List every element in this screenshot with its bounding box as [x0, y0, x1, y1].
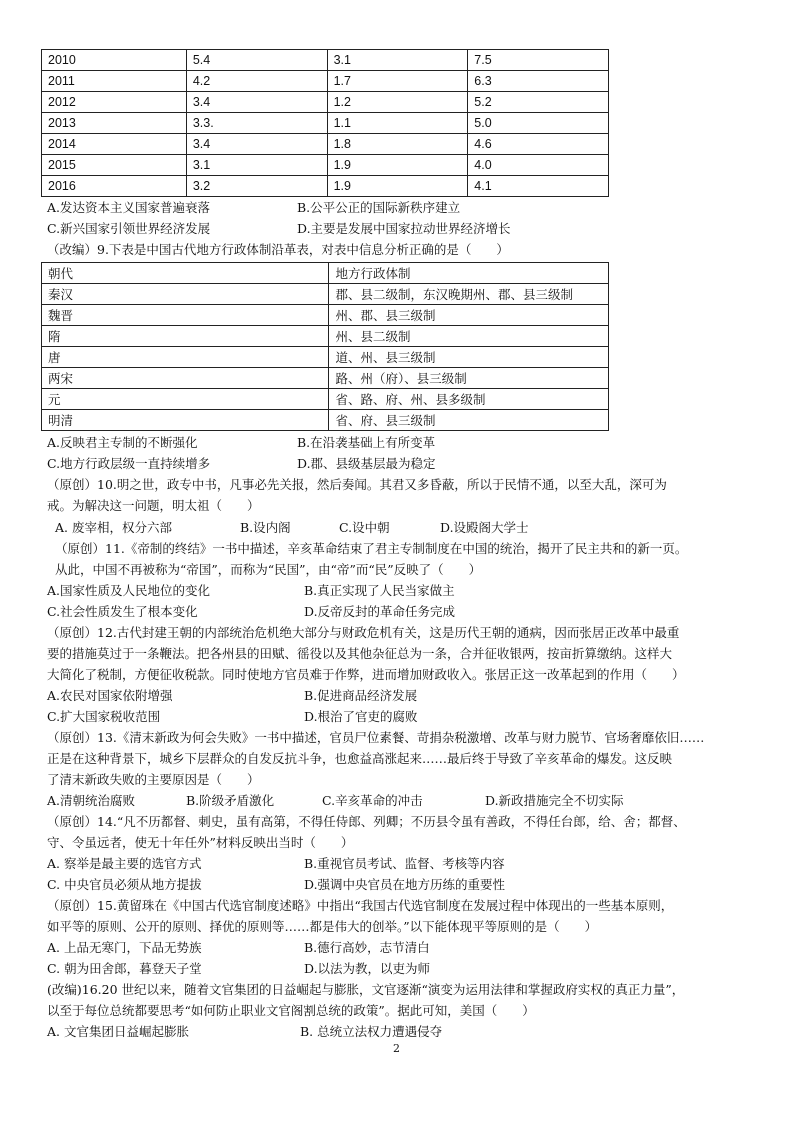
table-cell: 2016: [42, 176, 187, 197]
table-row: [42, 176, 609, 197]
q12-option-c: C.扩大国家税收范围: [47, 709, 161, 724]
q8-option-b: B.公平公正的国际新秩序建立: [297, 200, 461, 215]
q10-option-c: C.设中朝: [339, 520, 390, 535]
table-cell: 3.4: [186, 92, 327, 113]
table-cell: 省、府、县三级制: [329, 410, 609, 431]
table-cell: 2011: [42, 71, 187, 92]
q11-stem-2: 从此，中国不再被称为“帝国”，而称为“民国”，由“帝”而“民”反映了（ ）: [55, 562, 482, 577]
q11-option-a: A.国家性质及人民地位的变化: [47, 583, 211, 598]
table-cell: 郡、县二级制，东汉晚期州、郡、县三级制: [329, 284, 609, 305]
table-cell: 1.9: [327, 176, 468, 197]
q12-option-b: B.促进商品经济发展: [304, 688, 418, 703]
table-cell: 4.6: [468, 134, 609, 155]
table-row: [42, 389, 609, 410]
table-cell: 朝代: [42, 263, 329, 284]
q11-option-b: B.真正实现了人民当家做主: [304, 583, 455, 598]
q14-stem-2: 守、令虽远者，使无十年任外”材料反映出当时（ ）: [47, 835, 354, 850]
q9-option-c: C.地方行政层级一直持续增多: [47, 456, 211, 471]
q11-option-d: D.反帝反封的革命任务完成: [304, 604, 456, 619]
q11-option-c: C.社会性质发生了根本变化: [47, 604, 198, 619]
table-cell: 5.0: [468, 113, 609, 134]
table-cell: 州、县二级制: [329, 326, 609, 347]
q10-option-d: D.设殿阁大学士: [440, 520, 529, 535]
q15-stem-2: 如平等的原则、公开的原则、择优的原则等……都是伟大的创举。”以下能体现平等原则的是（ ）: [47, 919, 598, 934]
q14-option-a: A. 察举是最主要的选官方式: [47, 856, 202, 871]
q13-stem-2: 正是在这种背景下，城乡下层群众的自发反抗斗争，也愈益高涨起来……最后终于导致了辛亥革命的爆发。这反映: [47, 751, 673, 766]
q16-stem-2: 以至于每位总统都要思考“如何防止职业文官阁割总统的政策”。据此可知，美国（ ）: [47, 1003, 535, 1018]
q13-option-b: B.阶级矛盾激化: [186, 793, 275, 808]
q10-stem-1: （原创）10.明之世，政专中书，凡事必先关报，然后奏闻。其君又多昏蔽，所以于民情不通，以至大乱，深可为: [47, 477, 667, 492]
table-cell: 2014: [42, 134, 187, 155]
q11-stem-1: （原创）11.《帝制的终结》一书中描述，辛亥革命结束了君主专制制度在中国的统治，揭开了民主共和的新一页。: [55, 541, 688, 556]
table-cell: 路、州（府）、县三级制: [329, 368, 609, 389]
q12-stem-3: 大简化了税制，方便征收税款。同时使地方官员难于作弊，进而增加财政收入。张居正这一改革起到的作用（ ）: [47, 667, 685, 682]
table-row: [42, 50, 609, 71]
q8-option-d: D.主要是发展中国家拉动世界经济增长: [297, 221, 511, 236]
q13-option-d: D.新政措施完全不切实际: [485, 793, 624, 808]
table-cell: 唐: [42, 347, 329, 368]
q12-stem-2: 要的措施莫过于一条鞭法。把各州县的田赋、徭役以及其他杂征总为一条，合并征收银两，按亩折算缴纳。这样大: [47, 646, 673, 661]
q10-option-b: B.设内阁: [240, 520, 291, 535]
table-row: [42, 326, 609, 347]
table-cell: 1.2: [327, 92, 468, 113]
table-row: [42, 368, 609, 389]
table-cell: 6.3: [468, 71, 609, 92]
table-row: [42, 410, 609, 431]
table-row: [42, 284, 609, 305]
q13-stem-3: 了清末新政失败的主要原因是（ ）: [47, 772, 260, 787]
q15-option-d: D.以法为教，以吏为师: [304, 961, 431, 976]
table-cell: 魏晋: [42, 305, 329, 326]
admin-system-table: [41, 262, 609, 431]
table-cell: 元: [42, 389, 329, 410]
table-cell: 隋: [42, 326, 329, 347]
table-cell: 3.1: [327, 50, 468, 71]
q16-stem-1: (改编)16.20 世纪以来，随着文官集团的日益崛起与膨胀，文官逐渐“演变为运用法律和掌握政府实权的真正力量”，: [47, 982, 685, 997]
q12-option-a: A.农民对国家依附增强: [47, 688, 173, 703]
q9-option-d: D.郡、县级基层最为稳定: [297, 456, 436, 471]
q15-option-a: A. 上品无寒门，下品无势族: [47, 940, 202, 955]
table-cell: 7.5: [468, 50, 609, 71]
q8-option-c: C.新兴国家引领世界经济发展: [47, 221, 211, 236]
table-cell: 4.2: [186, 71, 327, 92]
table-row: [42, 71, 609, 92]
table-cell: 省、路、府、州、县多级制: [329, 389, 609, 410]
q15-option-b: B.德行高妙，志节清白: [304, 940, 430, 955]
q15-option-c: C. 朝为田舍郎，暮登天子堂: [47, 961, 202, 976]
table-row: [42, 155, 609, 176]
q13-stem-1: （原创）13.《清末新政为何会失败》一书中描述，官员尸位素餐、苛捐杂税激增、改革与财力脱节、官场奢靡依旧……: [47, 730, 705, 745]
table-cell: 3.2: [186, 176, 327, 197]
table-row: [42, 113, 609, 134]
q14-option-d: D.强调中央官员在地方历练的重要性: [304, 877, 506, 892]
q9-option-a: A.反映君主专制的不断强化: [47, 435, 198, 450]
table-cell: 4.1: [468, 176, 609, 197]
table-row: [42, 263, 609, 284]
table-cell: 2012: [42, 92, 187, 113]
q15-stem-1: （原创）15.黄留珠在《中国古代选官制度述略》中指出“我国古代选官制度在发展过程中体现出的一些基本原则，: [47, 898, 674, 913]
table-cell: 两宋: [42, 368, 329, 389]
table-cell: 州、郡、县三级制: [329, 305, 609, 326]
q16-option-b: B. 总统立法权力遭遇侵夺: [300, 1024, 443, 1039]
table-cell: 3.3.: [186, 113, 327, 134]
q14-option-c: C. 中央官员必须从地方提拔: [47, 877, 202, 892]
table-cell: 4.0: [468, 155, 609, 176]
table-cell: 3.4: [186, 134, 327, 155]
q14-stem-1: （原创）14.“凡不历都督、刺史，虽有高第，不得任侍郎、列卿；不历县令虽有善政，不得任台郎，给、舍；都督、: [47, 814, 686, 829]
q8-option-a: A.发达资本主义国家普遍衰落: [47, 200, 211, 215]
table-cell: 3.1: [186, 155, 327, 176]
table-row: [42, 347, 609, 368]
table-cell: 地方行政体制: [329, 263, 609, 284]
table-cell: 1.1: [327, 113, 468, 134]
table-cell: 秦汉: [42, 284, 329, 305]
table-cell: 5.4: [186, 50, 327, 71]
q14-option-b: B.重视官员考试、监督、考核等内容: [304, 856, 505, 871]
table-cell: 明清: [42, 410, 329, 431]
table-cell: 2010: [42, 50, 187, 71]
table-cell: 2015: [42, 155, 187, 176]
table-cell: 5.2: [468, 92, 609, 113]
q12-stem-1: （原创）12.古代封建王朝的内部统治危机绝大部分与财政危机有关，这是历代王朝的通病，因而张居正改革中最重: [47, 625, 680, 640]
table-cell: 道、州、县三级制: [329, 347, 609, 368]
q10-option-a: A. 废宰相，权分六部: [55, 520, 172, 535]
table-row: [42, 134, 609, 155]
page-number: 2: [393, 1042, 400, 1055]
q12-option-d: D.根治了官吏的腐败: [304, 709, 418, 724]
q13-option-c: C.辛亥革命的冲击: [322, 793, 423, 808]
table-cell: 1.7: [327, 71, 468, 92]
q9-option-b: B.在沿袭基础上有所变革: [297, 435, 436, 450]
table-cell: 1.9: [327, 155, 468, 176]
table-cell: 2013: [42, 113, 187, 134]
q9-stem: （改编）9.下表是中国古代地方行政体制沿革表，对表中信息分析正确的是（ ）: [47, 242, 509, 257]
q13-option-a: A.清朝统治腐败: [47, 793, 136, 808]
table-cell: 1.8: [327, 134, 468, 155]
table-row: [42, 92, 609, 113]
data-table-1: [41, 49, 609, 197]
q10-stem-2: 戒。为解决这一问题，明太祖（ ）: [47, 498, 260, 513]
table-row: [42, 305, 609, 326]
q16-option-a: A. 文官集团日益崛起膨胀: [47, 1024, 189, 1039]
